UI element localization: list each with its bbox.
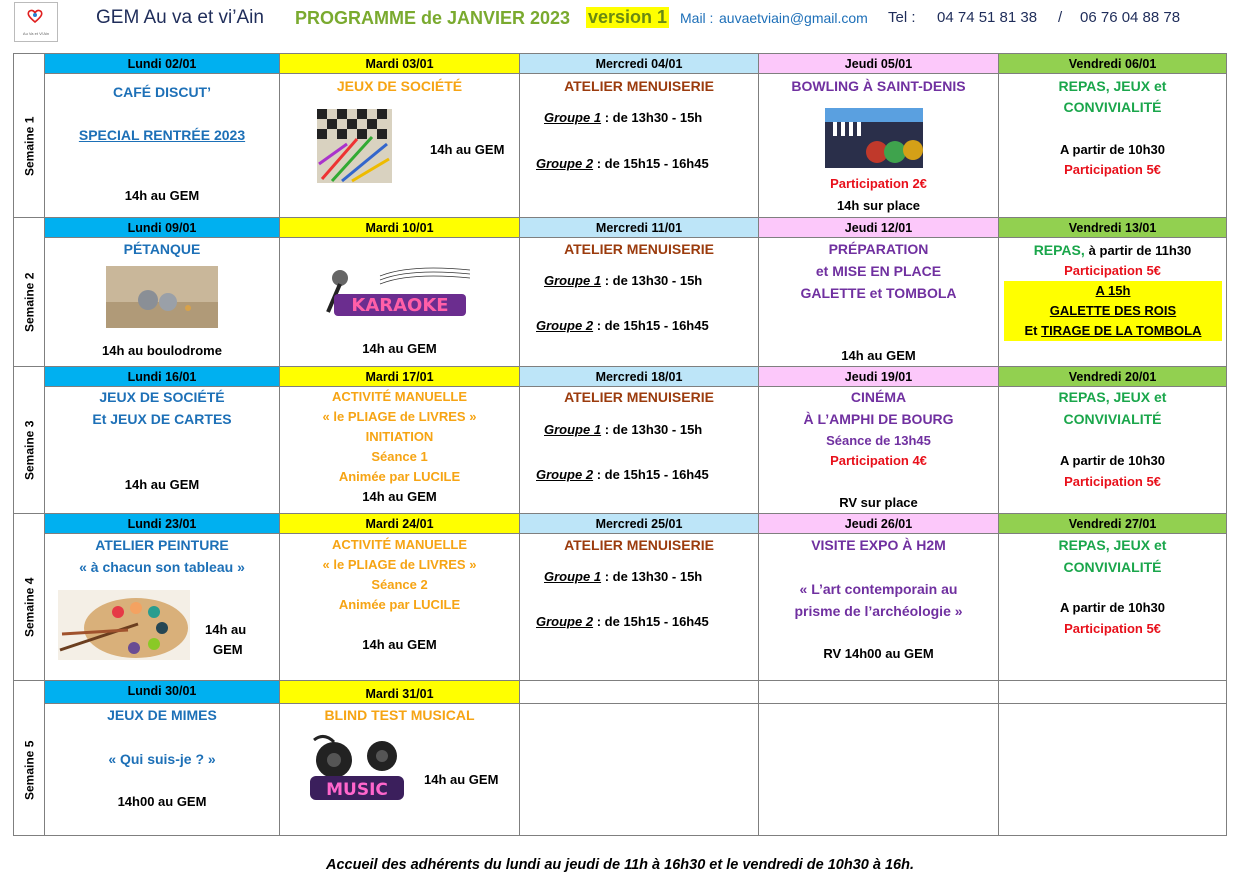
event-time: 14h au <box>205 622 247 637</box>
header <box>0 0 1240 40</box>
event-session: Séance 1 <box>371 449 428 464</box>
repas-time: à partir de 11h30 <box>1088 243 1192 258</box>
day-header: Lundi 02/01 <box>45 54 280 74</box>
empty-cell <box>759 704 999 836</box>
group-time: : de 13h30 - 15h <box>604 273 703 288</box>
group-label: Groupe 2 <box>536 318 594 333</box>
group-label: Groupe 2 <box>536 467 594 482</box>
day-header: Mercredi 11/01 <box>520 218 759 238</box>
event-cell <box>759 534 999 681</box>
event-cell <box>999 74 1227 218</box>
event-title: CAFÉ DISCUT’ <box>113 84 211 100</box>
event-time: 14h au GEM <box>430 142 505 157</box>
karaoke-image <box>320 262 470 322</box>
event-title-3: GALETTE et TOMBOLA <box>800 285 957 301</box>
day-header: Mardi 31/01 <box>280 681 520 704</box>
event-title: PÉTANQUE <box>123 241 201 257</box>
event-title: VISITE EXPO À H2M <box>811 537 946 553</box>
event-title: PRÉPARATION <box>828 241 929 257</box>
day-header: Mercredi 04/01 <box>520 54 759 74</box>
week-cell <box>14 367 45 514</box>
event-host: Animée par LUCILE <box>338 469 461 484</box>
event-host: Animée par LUCILE <box>338 597 461 612</box>
group-time: : de 15h15 - 16h45 <box>596 156 709 171</box>
empty-header <box>759 681 999 704</box>
empty-cell <box>999 704 1227 836</box>
event-time-2: GEM <box>213 642 243 657</box>
group-time: : de 15h15 - 16h45 <box>596 614 709 629</box>
event-title-2: CONVIVIALITÉ <box>1063 411 1162 427</box>
week-label: Semaine 5 <box>22 740 37 800</box>
event-cell <box>45 74 280 218</box>
day-header: Mercredi 18/01 <box>520 367 759 387</box>
event-cell <box>520 534 759 681</box>
event-cell <box>280 238 520 367</box>
group-1-slot <box>544 422 702 437</box>
repas-label: REPAS, <box>1033 242 1085 258</box>
event-session: Séance de 13h45 <box>826 433 931 448</box>
event-cell <box>280 534 520 681</box>
day-header: Vendredi 06/01 <box>999 54 1227 74</box>
event-subtitle-2: prisme de l’archéologie » <box>794 603 963 619</box>
event-title: ACTIVITÉ MANUELLE <box>331 537 468 552</box>
event-title: BOWLING À SAINT-DENIS <box>791 78 966 94</box>
empty-header <box>999 681 1227 704</box>
event-time: 14h au GEM <box>841 348 916 363</box>
event-time: RV 14h00 au GEM <box>823 646 934 661</box>
event-title: JEUX DE MIMES <box>107 707 217 723</box>
event-subtitle: « le PLIAGE de LIVRES » <box>322 409 477 424</box>
group-time: : de 15h15 - 16h45 <box>596 467 709 482</box>
event-title: BLIND TEST MUSICAL <box>324 707 475 723</box>
petanque-image <box>106 266 218 328</box>
event-title: JEUX DE SOCIÉTÉ <box>336 78 463 94</box>
event-price: Participation 4€ <box>830 453 927 468</box>
day-header: Mercredi 25/01 <box>520 514 759 534</box>
event-title: ATELIER MENUISERIE <box>564 78 714 94</box>
group-label: Groupe 1 <box>544 422 602 437</box>
event-price: Participation 5€ <box>1064 162 1161 177</box>
empty-header <box>520 681 759 704</box>
week-label: Semaine 2 <box>22 272 37 333</box>
highlight-box <box>1004 281 1222 341</box>
group-2-slot <box>536 467 709 482</box>
group-2-slot <box>536 156 709 171</box>
group-1-slot <box>544 569 702 584</box>
event-cell <box>280 387 520 514</box>
event-level: INITIATION <box>365 429 434 444</box>
event-title: REPAS, JEUX et <box>1058 78 1167 94</box>
day-header: Mardi 24/01 <box>280 514 520 534</box>
event-time: 14h au GEM <box>124 188 200 203</box>
day-header: Lundi 09/01 <box>45 218 280 238</box>
mail-link[interactable]: auvaetviain@gmail.com <box>719 10 868 26</box>
group-1-slot <box>544 273 702 288</box>
event-cell <box>520 74 759 218</box>
event-title <box>999 242 1226 258</box>
programme-title: PROGRAMME de JANVIER 2023 <box>295 8 571 28</box>
logo-text: Au Va et Vi'Ain <box>22 31 50 36</box>
day-header: Jeudi 19/01 <box>759 367 999 387</box>
event-title: REPAS, JEUX et <box>1058 389 1167 405</box>
day-header: Lundi 30/01 <box>45 681 280 704</box>
event-cell <box>759 387 999 514</box>
karaoke-text: KARAOKE <box>351 295 449 316</box>
week-cell <box>14 54 45 218</box>
day-header: Jeudi 05/01 <box>759 54 999 74</box>
event-time: 14h au boulodrome <box>102 343 222 358</box>
week-cell <box>14 218 45 367</box>
event-title: JEUX DE SOCIÉTÉ <box>99 389 225 405</box>
event-subtitle: SPECIAL RENTRÉE 2023 <box>78 127 246 143</box>
event-cell <box>45 534 280 681</box>
music-text: MUSIC <box>326 780 388 800</box>
day-header: Lundi 23/01 <box>45 514 280 534</box>
bowling-image <box>825 108 923 168</box>
day-header: Vendredi 27/01 <box>999 514 1227 534</box>
event-title: CINÉMA <box>850 389 907 405</box>
event-cell <box>759 238 999 367</box>
group-2-slot <box>536 614 709 629</box>
group-label: Groupe 2 <box>536 156 594 171</box>
event-time: RV sur place <box>839 495 918 510</box>
group-label: Groupe 2 <box>536 614 594 629</box>
event-cell <box>45 238 280 367</box>
music-image <box>304 732 408 808</box>
day-header: Mardi 10/01 <box>280 218 520 238</box>
event-session: Séance 2 <box>371 577 428 592</box>
event-cell <box>45 387 280 514</box>
event-price: Participation 5€ <box>1064 263 1161 278</box>
phone-2: 06 76 04 88 78 <box>1080 9 1181 26</box>
day-header: Mardi 03/01 <box>280 54 520 74</box>
event-subtitle: « le PLIAGE de LIVRES » <box>322 557 477 572</box>
event-title-2: CONVIVIALITÉ <box>1063 559 1162 575</box>
week-cell <box>14 514 45 681</box>
event-time: 14h sur place <box>836 198 921 213</box>
event-title: ATELIER MENUISERIE <box>564 389 714 405</box>
board-game-image <box>317 109 392 183</box>
event-time: 14h au GEM <box>362 341 437 356</box>
highlight-subtitle <box>1004 323 1222 338</box>
org-name: GEM Au va et vi’Ain <box>96 7 264 28</box>
day-header: Jeudi 26/01 <box>759 514 999 534</box>
event-title-2: CONVIVIALITÉ <box>1063 99 1162 115</box>
group-label: Groupe 1 <box>544 569 602 584</box>
group-time: : de 13h30 - 15h <box>604 422 703 437</box>
week-label: Semaine 3 <box>22 420 37 481</box>
event-time: 14h au GEM <box>124 477 200 492</box>
event-title: REPAS, JEUX et <box>1058 537 1167 553</box>
schedule-table <box>13 53 1227 836</box>
day-header: Vendredi 20/01 <box>999 367 1227 387</box>
event-time: A partir de 10h30 <box>1059 600 1165 615</box>
event-cell <box>45 704 280 836</box>
week-label: Semaine 4 <box>22 577 37 638</box>
group-time: : de 13h30 - 15h <box>604 569 703 584</box>
day-header: Lundi 16/01 <box>45 367 280 387</box>
event-price: Participation 2€ <box>830 176 927 191</box>
highlight-title: GALETTE DES ROIS <box>1049 303 1177 318</box>
empty-cell <box>520 704 759 836</box>
event-subtitle: « L’art contemporain au <box>799 581 958 597</box>
event-cell <box>280 704 520 836</box>
event-title: ATELIER MENUISERIE <box>564 241 714 257</box>
group-label: Groupe 1 <box>544 273 602 288</box>
day-header: Mardi 17/01 <box>280 367 520 387</box>
event-time: 14h00 au GEM <box>117 794 207 809</box>
day-header: Vendredi 13/01 <box>999 218 1227 238</box>
event-subtitle: « à chacun son tableau » <box>79 559 245 575</box>
event-cell <box>999 387 1227 514</box>
event-cell <box>999 534 1227 681</box>
painting-palette-image <box>58 590 190 660</box>
group-label: Groupe 1 <box>544 110 602 125</box>
event-cell <box>280 74 520 218</box>
event-time: A partir de 10h30 <box>1059 453 1165 468</box>
event-cell <box>520 387 759 514</box>
event-title: ACTIVITÉ MANUELLE <box>331 389 468 404</box>
group-time: : de 13h30 - 15h <box>604 110 703 125</box>
event-time: 14h au GEM <box>362 489 437 504</box>
event-cell <box>999 238 1227 367</box>
event-title: ATELIER MENUISERIE <box>564 537 714 553</box>
day-header: Jeudi 12/01 <box>759 218 999 238</box>
event-title-2: Et JEUX DE CARTES <box>92 411 232 427</box>
group-time: : de 15h15 - 16h45 <box>596 318 709 333</box>
footer-note: Accueil des adhérents du lundi au jeudi de 11h à 16h30 et le vendredi de 10h30 à 16h. <box>326 857 914 873</box>
highlight-tombola: TIRAGE DE LA TOMBOLA <box>1041 323 1202 338</box>
group-2-slot <box>536 318 709 333</box>
phone-separator: / <box>1058 9 1063 26</box>
phone-1: 04 74 51 81 38 <box>937 9 1038 26</box>
event-time: 14h au GEM <box>424 772 499 787</box>
event-title-2: et MISE EN PLACE <box>815 263 942 279</box>
event-subtitle: « Qui suis-je ? » <box>108 751 216 767</box>
week-label: Semaine 1 <box>22 116 37 176</box>
event-price: Participation 5€ <box>1064 621 1161 636</box>
heart-icon <box>27 9 43 23</box>
highlight-time: A 15h <box>1095 283 1131 298</box>
event-price: Participation 5€ <box>1064 474 1161 489</box>
event-title: ATELIER PEINTURE <box>95 537 229 553</box>
event-cell <box>520 238 759 367</box>
event-time: A partir de 10h30 <box>1059 142 1165 157</box>
event-cell <box>759 74 999 218</box>
week-cell <box>14 681 45 836</box>
version-badge: version 1 <box>588 7 668 27</box>
mail-label: Mail : <box>680 10 714 26</box>
logo <box>14 2 58 42</box>
group-1-slot <box>544 110 702 125</box>
tel-label: Tel : <box>888 9 916 26</box>
highlight-prefix: Et <box>1024 323 1042 338</box>
event-time: 14h au GEM <box>362 637 437 652</box>
event-location: À L’AMPHI DE BOURG <box>803 411 954 427</box>
